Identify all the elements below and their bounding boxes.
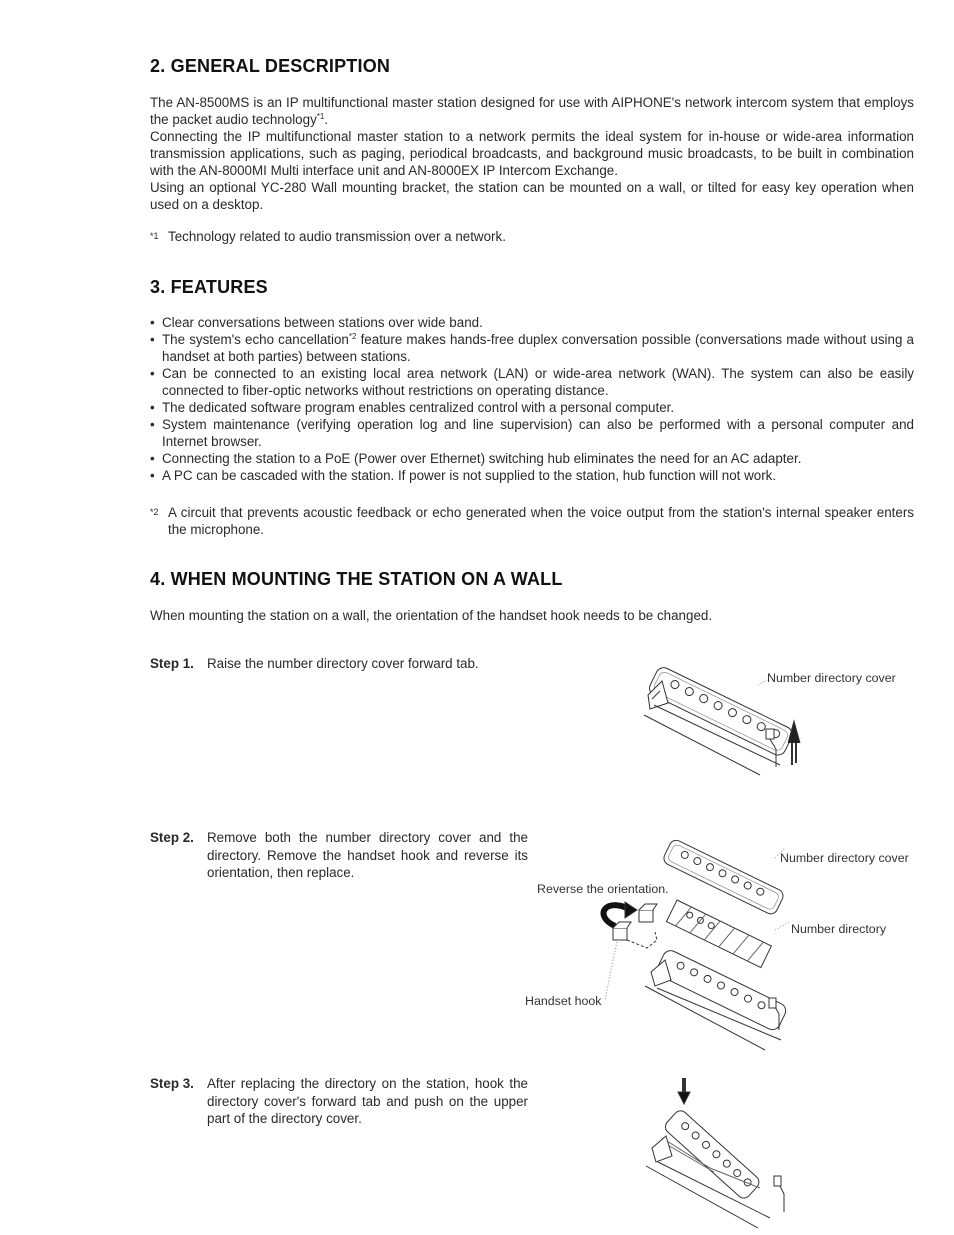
- footnote-ref-1: *1: [316, 112, 325, 121]
- feature-item: • Connecting the station to a PoE (Power over Ethernet) switching hub eliminates the need for an AC adapter.: [150, 450, 914, 467]
- feature-item: • The dedicated software program enables centralized control with a personal computer.: [150, 399, 914, 416]
- footnote-2-mark: *2: [150, 507, 159, 517]
- step-1-text: Raise the number directory cover forward tab.: [207, 656, 479, 671]
- step-2-label: Step 2.: [150, 830, 194, 845]
- footnote-1: [150, 228, 914, 245]
- footnote-2: [150, 504, 914, 538]
- wall-intro: When mounting the station on a wall, the orientation of the handset hook needs to be changed.: [150, 608, 713, 623]
- fig2-label-number-directory-cover: Number directory cover: [780, 851, 909, 865]
- section-heading-features: 3. FEATURES: [150, 277, 268, 297]
- step-3-label: Step 3.: [150, 1076, 194, 1091]
- feature-item: • A PC can be cascaded with the station. If power is not supplied to the station, hub function will not work.: [150, 467, 914, 484]
- step-1-label: Step 1.: [150, 656, 194, 671]
- step-3: [150, 1075, 528, 1128]
- footnote-2-text: A circuit that prevents acoustic feedback or echo generated when the voice output from the station's internal speaker enters the microphone.: [168, 505, 914, 537]
- feature-item: • Can be connected to an existing local area network (LAN) or wide-area network (WAN). The system can also be easily connected to fiber-optic networks without restrictions on operating distance.: [150, 365, 914, 399]
- fig2-label-handset-hook: Handset hook: [525, 994, 602, 1008]
- fig2-label-number-directory: Number directory: [791, 922, 887, 936]
- features-list: [150, 314, 914, 484]
- step-1: [150, 655, 528, 673]
- step-3-text: After replacing the directory on the station, hook the directory cover's forward tab and push on the upper part of the directory cover.: [207, 1076, 528, 1126]
- section-heading-general-description: 2. GENERAL DESCRIPTION: [150, 56, 391, 76]
- footnote-ref-2: *2: [348, 332, 357, 341]
- general-paragraph-2: Connecting the IP multifunctional master station to a network permits the ideal system for in-house or wide-area information transmission applications, such as paging, periodical broadcasts, and background music broadcasts, to be built in combination with the AN-8000MI Multi interface unit and AN-8000EX IP Intercom Exchange.: [150, 129, 914, 178]
- fig1-label-number-directory-cover: Number directory cover: [767, 671, 896, 685]
- footnote-1-text: Technology related to audio transmission over a network.: [168, 229, 506, 244]
- general-paragraph-1: The AN-8500MS is an IP multifunctional master station designed for use with AIPHONE's network intercom system that employs the packet audio technology$^{*1}$.: [150, 95, 914, 127]
- feature-item: • The system's echo cancellation$^{*2}$ feature makes hands-free duplex conversation possible (conversations made without using a handset at both parties) between stations.: [150, 331, 914, 365]
- feature-item: • System maintenance (verifying operation log and line supervision) can also be performed with a personal computer and Internet browser.: [150, 416, 914, 450]
- footnote-1-mark: *1: [150, 231, 159, 241]
- fig2-label-reverse-orientation: Reverse the orientation.: [537, 882, 669, 896]
- figure-step-2-reverse-hook: [585, 830, 805, 1060]
- feature-item: • Clear conversations between stations over wide band.: [150, 314, 914, 331]
- figure-step-3-push-cover: [640, 1078, 810, 1228]
- general-paragraph-3: Using an optional YC-280 Wall mounting bracket, the station can be mounted on a wall, or tilted for easy key operation when used on a desktop.: [150, 180, 914, 212]
- step-2: [150, 829, 528, 882]
- section-heading-wall-mounting: 4. WHEN MOUNTING THE STATION ON A WALL: [150, 569, 563, 589]
- step-2-text: Remove both the number directory cover and the directory. Remove the handset hook and reverse its orientation, then replace.: [207, 830, 528, 880]
